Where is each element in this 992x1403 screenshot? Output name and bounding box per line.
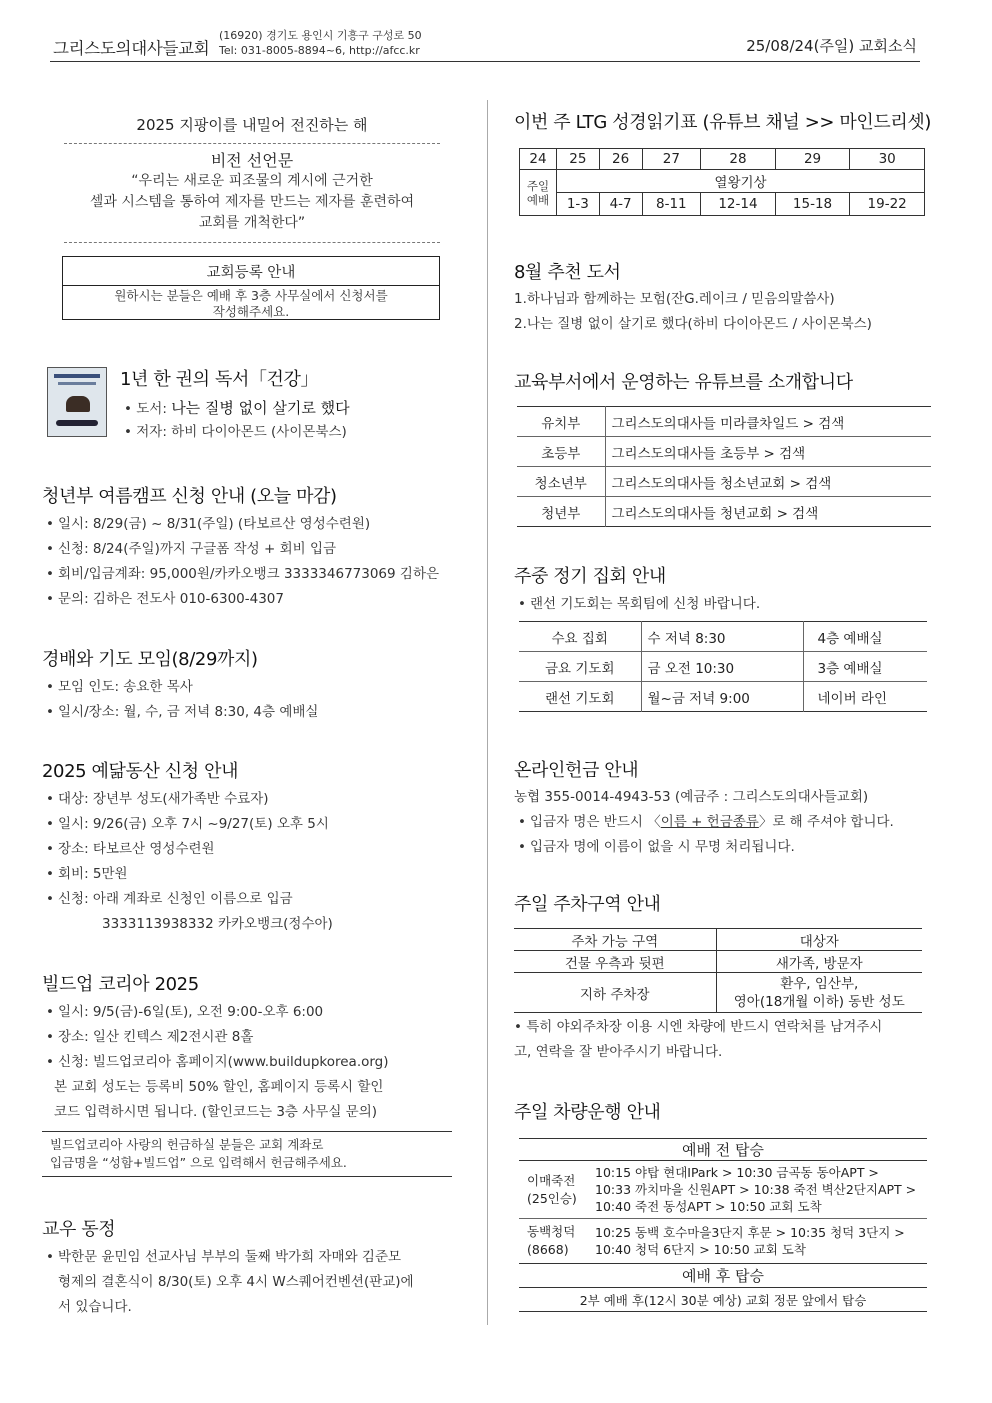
shuttle-route-stops — [595, 1161, 927, 1219]
ltg-section — [514, 108, 931, 216]
ltg-chapter: 12-14 — [701, 193, 776, 216]
youth-camp-section — [42, 482, 439, 612]
meeting-time: 수 저녁 8:30 — [641, 622, 803, 652]
vision-quote — [64, 171, 440, 243]
shuttle-table — [519, 1138, 927, 1312]
book-reading-title: 1년 한 권의 독서「건강」 — [120, 369, 319, 390]
parking-target-line: 영아(18개월 이하) 동반 성도 — [733, 993, 905, 1010]
worship-prayer-section — [42, 645, 318, 725]
parking-section — [514, 890, 922, 1065]
buildup-offering-note — [42, 1131, 452, 1177]
youth-camp-item: • 문의: 김하은 전도사 010-6300-4307 — [46, 591, 284, 607]
vision-quote-line: “우리는 새로운 피조물의 계시에 근거한 — [131, 173, 373, 189]
shuttle-after-title: 예배 후 탑승 — [682, 1267, 764, 1285]
members-news-line: 서 있습니다. — [58, 1299, 132, 1315]
route-name-line: (25인승) — [527, 1190, 577, 1206]
buildup-note-line: 입금명을 “성함+빌드업” 으로 입력해서 헌금해주세요. — [50, 1155, 347, 1170]
parking-zone: 지하 주차장 — [514, 973, 716, 1013]
youth-camp-item: • 신청: 8/24(주일)까지 구글폼 작성 + 회비 입금 — [46, 541, 337, 557]
parking-header: 대상자 — [799, 933, 839, 950]
ltg-day: 26 — [599, 149, 642, 170]
route-name-line: (8668) — [527, 1242, 569, 1257]
ltg-table — [519, 148, 925, 216]
youtube-search: 그리스도의대사들 청소년교회 > 검색 — [611, 475, 832, 492]
route-name-line: 동백청덕 — [527, 1224, 576, 1239]
online-offering-title: 온라인헌금 안내 — [514, 760, 639, 781]
registration-body — [63, 286, 439, 320]
weekday-meetings-title: 주중 정기 집회 안내 — [514, 566, 666, 587]
youtube-title: 교육부서에서 운영하는 유튜브를 소개합니다 — [514, 372, 853, 393]
ltg-day: 27 — [642, 149, 701, 170]
buildup-item: • 장소: 일산 킨텍스 제2전시관 8홀 — [46, 1029, 254, 1045]
retreat-account: 3333113938332 카카오뱅크(정수아) — [102, 916, 333, 932]
buildup-continued: 코드 입력하시면 됩니다. (할인코드는 3층 사무실 문의) — [54, 1104, 378, 1120]
shuttle-before-title: 예배 전 탑승 — [682, 1141, 764, 1159]
parking-note: • 특히 야외주차장 이용 시엔 차량에 반드시 연락처를 남겨주시 — [514, 1019, 883, 1035]
table-row — [519, 1288, 927, 1312]
route-stop-line: 10:40 청덕 6단지 > 10:50 교회 도착 — [595, 1242, 806, 1257]
table-row — [514, 929, 922, 951]
youtube-section — [514, 368, 931, 527]
shuttle-route-name — [519, 1219, 595, 1264]
route-stop-line: 10:33 까치마을 신원APT > 10:38 죽전 벽산2단지APT > — [595, 1182, 917, 1197]
buildup-item: • 일시: 9/5(금)-6일(토), 오전 9:00-오후 6:00 — [46, 1004, 324, 1020]
offering-account: 농협 355-0014-4943-53 (예금주 : 그리스도의대사들교회) — [514, 789, 869, 805]
ltg-book: 열왕기상 — [557, 170, 925, 193]
worship-prayer-item: • 일시/장소: 월, 수, 금 저녁 8:30, 4층 예배실 — [46, 704, 319, 720]
table-row — [517, 437, 931, 467]
worship-prayer-title: 경배와 기도 모임(8/29까지) — [42, 649, 258, 670]
table-row — [519, 622, 927, 652]
route-stop-line: 10:25 동백 호수마을3단지 후문 > 10:35 청덕 3단지 > — [595, 1225, 905, 1240]
members-news-section — [42, 1215, 414, 1320]
book-author: • 저자: 하비 다이아몬드 (사이몬북스) — [124, 424, 347, 440]
parking-title: 주일 주차구역 안내 — [514, 894, 661, 915]
members-news-line: • 박한문 윤민임 선교사님 부부의 둘째 박가희 자매와 김준모 — [46, 1249, 402, 1265]
youth-camp-item: • 일시: 8/29(금) ~ 8/31(주일) (타보르산 영성수련원) — [46, 516, 371, 532]
ltg-day: 30 — [850, 149, 925, 170]
registration-line: 작성해주세요. — [212, 304, 290, 319]
church-contact: Tel: 031-8005-8894~6, http://afcc.kr — [219, 44, 420, 57]
shuttle-route-stops — [595, 1219, 927, 1264]
vision-quote-line: 교회를 개척한다” — [198, 215, 306, 231]
vision-quote-line: 셀과 시스템을 통하여 제자를 만드는 제자를 훈련하여 — [89, 194, 415, 210]
meeting-name: 수요 집회 — [519, 622, 641, 652]
book-reading-section — [120, 365, 350, 442]
book-label: • 도서: — [124, 401, 172, 417]
weekday-meetings-section — [514, 562, 927, 712]
church-address: (16920) 경기도 용인시 기흥구 구성로 50 — [219, 29, 422, 42]
table-row — [519, 1139, 927, 1161]
buildup-item: • 신청: 빌드업코리아 홈페이지(www.buildupkorea.org) — [46, 1054, 389, 1070]
retreat-item: • 신청: 아래 계좌로 신청인 이름으로 입금 — [46, 891, 293, 907]
vision-title: 비전 선언문 — [210, 151, 294, 170]
retreat-item: • 대상: 장년부 성도(새가족반 수료자) — [46, 791, 269, 807]
youtube-search: 그리스도의대사들 초등부 > 검색 — [611, 445, 806, 462]
ltg-chapter: 19-22 — [850, 193, 925, 216]
registration-box — [62, 256, 440, 320]
church-name: 그리스도의대사들교회 — [53, 39, 210, 58]
column-divider — [487, 100, 488, 1325]
weekday-meetings-table — [519, 621, 927, 712]
table-row — [519, 1219, 927, 1264]
route-stop-line: 10:15 야탑 현대IPark > 10:30 금곡동 동아APT > — [595, 1165, 879, 1180]
youtube-dept: 청소년부 — [517, 467, 605, 497]
recommended-books-title: 8월 추천 도서 — [514, 262, 621, 283]
shuttle-route-name — [519, 1161, 595, 1219]
buildup-title: 빌드업 코리아 2025 — [42, 974, 199, 995]
meeting-place: 네이버 라인 — [817, 690, 887, 707]
members-news-line: 형제의 결혼식이 8/30(토) 오후 4시 W스퀘어컨벤션(판교)에 — [58, 1274, 414, 1290]
shuttle-section — [514, 1098, 927, 1312]
parking-target — [716, 973, 922, 1013]
retreat-item: • 장소: 타보르산 영성수련원 — [46, 841, 215, 857]
retreat-item: • 회비: 5만원 — [46, 866, 128, 882]
youth-camp-title: 청년부 여름캠프 신청 안내 (오늘 마감) — [42, 486, 337, 507]
table-row — [517, 407, 931, 437]
youtube-dept: 청년부 — [517, 497, 605, 527]
meeting-place: 4층 예배실 — [817, 630, 883, 647]
vision-statement — [64, 114, 440, 243]
ltg-row-label: 주일 예배 — [520, 170, 557, 216]
route-name-line: 이매죽전 — [527, 1172, 576, 1188]
retreat-title: 2025 예닮동산 신청 안내 — [42, 761, 239, 782]
parking-target: 새가족, 방문자 — [775, 955, 863, 972]
parking-header: 주차 가능 구역 — [514, 929, 716, 951]
year-theme: 2025 지팡이를 내밀어 전진하는 해 — [64, 114, 440, 144]
worship-prayer-item: • 모임 인도: 송요한 목사 — [46, 679, 193, 695]
meeting-time: 금 오전 10:30 — [641, 652, 803, 682]
book-name-line — [120, 396, 350, 422]
shuttle-after-text: 2부 예배 후(12시 30분 예상) 교회 정문 앞에서 탑승 — [579, 1292, 867, 1308]
buildup-continued: 본 교회 성도는 등록비 50% 할인, 홈페이지 등록시 할인 — [54, 1079, 384, 1095]
youtube-dept: 유치부 — [517, 407, 605, 437]
ltg-day: 24 — [520, 149, 557, 170]
youth-camp-item: • 회비/입금계좌: 95,000원/카카오뱅크 3333346773069 김하은 — [46, 566, 440, 582]
table-row — [519, 682, 927, 712]
meeting-time: 월~금 저녁 9:00 — [641, 682, 803, 712]
youtube-search: 그리스도의대사들 미라클차일드 > 검색 — [611, 415, 845, 432]
ltg-day: 29 — [775, 149, 850, 170]
parking-table — [514, 928, 922, 1013]
table-row — [519, 1161, 927, 1219]
table-row — [517, 467, 931, 497]
route-stop-line: 10:40 죽전 동성APT > 10:50 교회 도착 — [595, 1199, 822, 1214]
weekday-meetings-note: • 랜선 기도회는 목회팀에 신청 바랍니다. — [518, 596, 761, 612]
buildup-section — [42, 970, 452, 1177]
church-address-block — [219, 28, 422, 58]
buildup-note-line: 빌드업코리아 사랑의 헌금하실 분들은 교회 계좌로 — [50, 1137, 324, 1152]
retreat-section — [42, 757, 333, 937]
page-header — [50, 28, 920, 62]
book-cover-image — [47, 367, 107, 437]
ltg-chapter: 8-11 — [642, 193, 701, 216]
meeting-name: 랜선 기도회 — [519, 682, 641, 712]
table-row — [514, 973, 922, 1013]
retreat-item: • 일시: 9/26(금) 오후 7시 ~9/27(토) 오후 5시 — [46, 816, 329, 832]
meeting-place: 3층 예배실 — [817, 660, 883, 677]
table-row — [517, 497, 931, 527]
parking-zone: 건물 우측과 뒷편 — [514, 951, 716, 973]
youtube-search: 그리스도의대사들 청년교회 > 검색 — [611, 505, 819, 522]
online-offering-section — [514, 756, 894, 860]
recommended-book: 1.하나님과 함께하는 모험(잔G.레이크 / 믿음의말씀사) — [514, 291, 835, 307]
ltg-chapter: 4-7 — [599, 193, 642, 216]
recommended-book: 2.나는 질병 없이 살기로 했다(하비 다이아몬드 / 사이몬북스) — [514, 316, 872, 332]
ltg-day: 25 — [557, 149, 600, 170]
table-row — [519, 1264, 927, 1288]
ltg-chapter: 15-18 — [775, 193, 850, 216]
members-news-title: 교우 동정 — [42, 1219, 116, 1240]
table-row — [519, 652, 927, 682]
youtube-table — [517, 406, 931, 527]
ltg-title: 이번 주 LTG 성경읽기표 (유튜브 채널 >> 마인드리셋) — [514, 112, 931, 133]
table-row — [514, 951, 922, 973]
meeting-name: 금요 기도회 — [519, 652, 641, 682]
youtube-dept: 초등부 — [517, 437, 605, 467]
registration-line: 원하시는 분들은 예배 후 3층 사무실에서 신청서를 — [114, 288, 388, 303]
ltg-chapter: 1-3 — [557, 193, 600, 216]
ltg-day: 28 — [701, 149, 776, 170]
offering-rule: • 입금자 명에 이름이 없을 시 무명 처리됩니다. — [518, 839, 795, 855]
bulletin-date-title: 25/08/24(주일) 교회소식 — [746, 37, 917, 55]
shuttle-title: 주일 차량운행 안내 — [514, 1102, 661, 1123]
registration-title: 교회등록 안내 — [63, 257, 439, 286]
recommended-books-section — [514, 258, 872, 337]
book-name: 나는 질병 없이 살기로 했다 — [171, 399, 350, 417]
offering-rule: • 입금자 명은 반드시 〈이름 + 헌금종류〉로 해 주셔야 합니다. — [518, 814, 894, 830]
parking-target-line: 환우, 임산부, — [780, 975, 859, 992]
parking-note: 고, 연락을 잘 받아주시기 바랍니다. — [514, 1044, 723, 1060]
